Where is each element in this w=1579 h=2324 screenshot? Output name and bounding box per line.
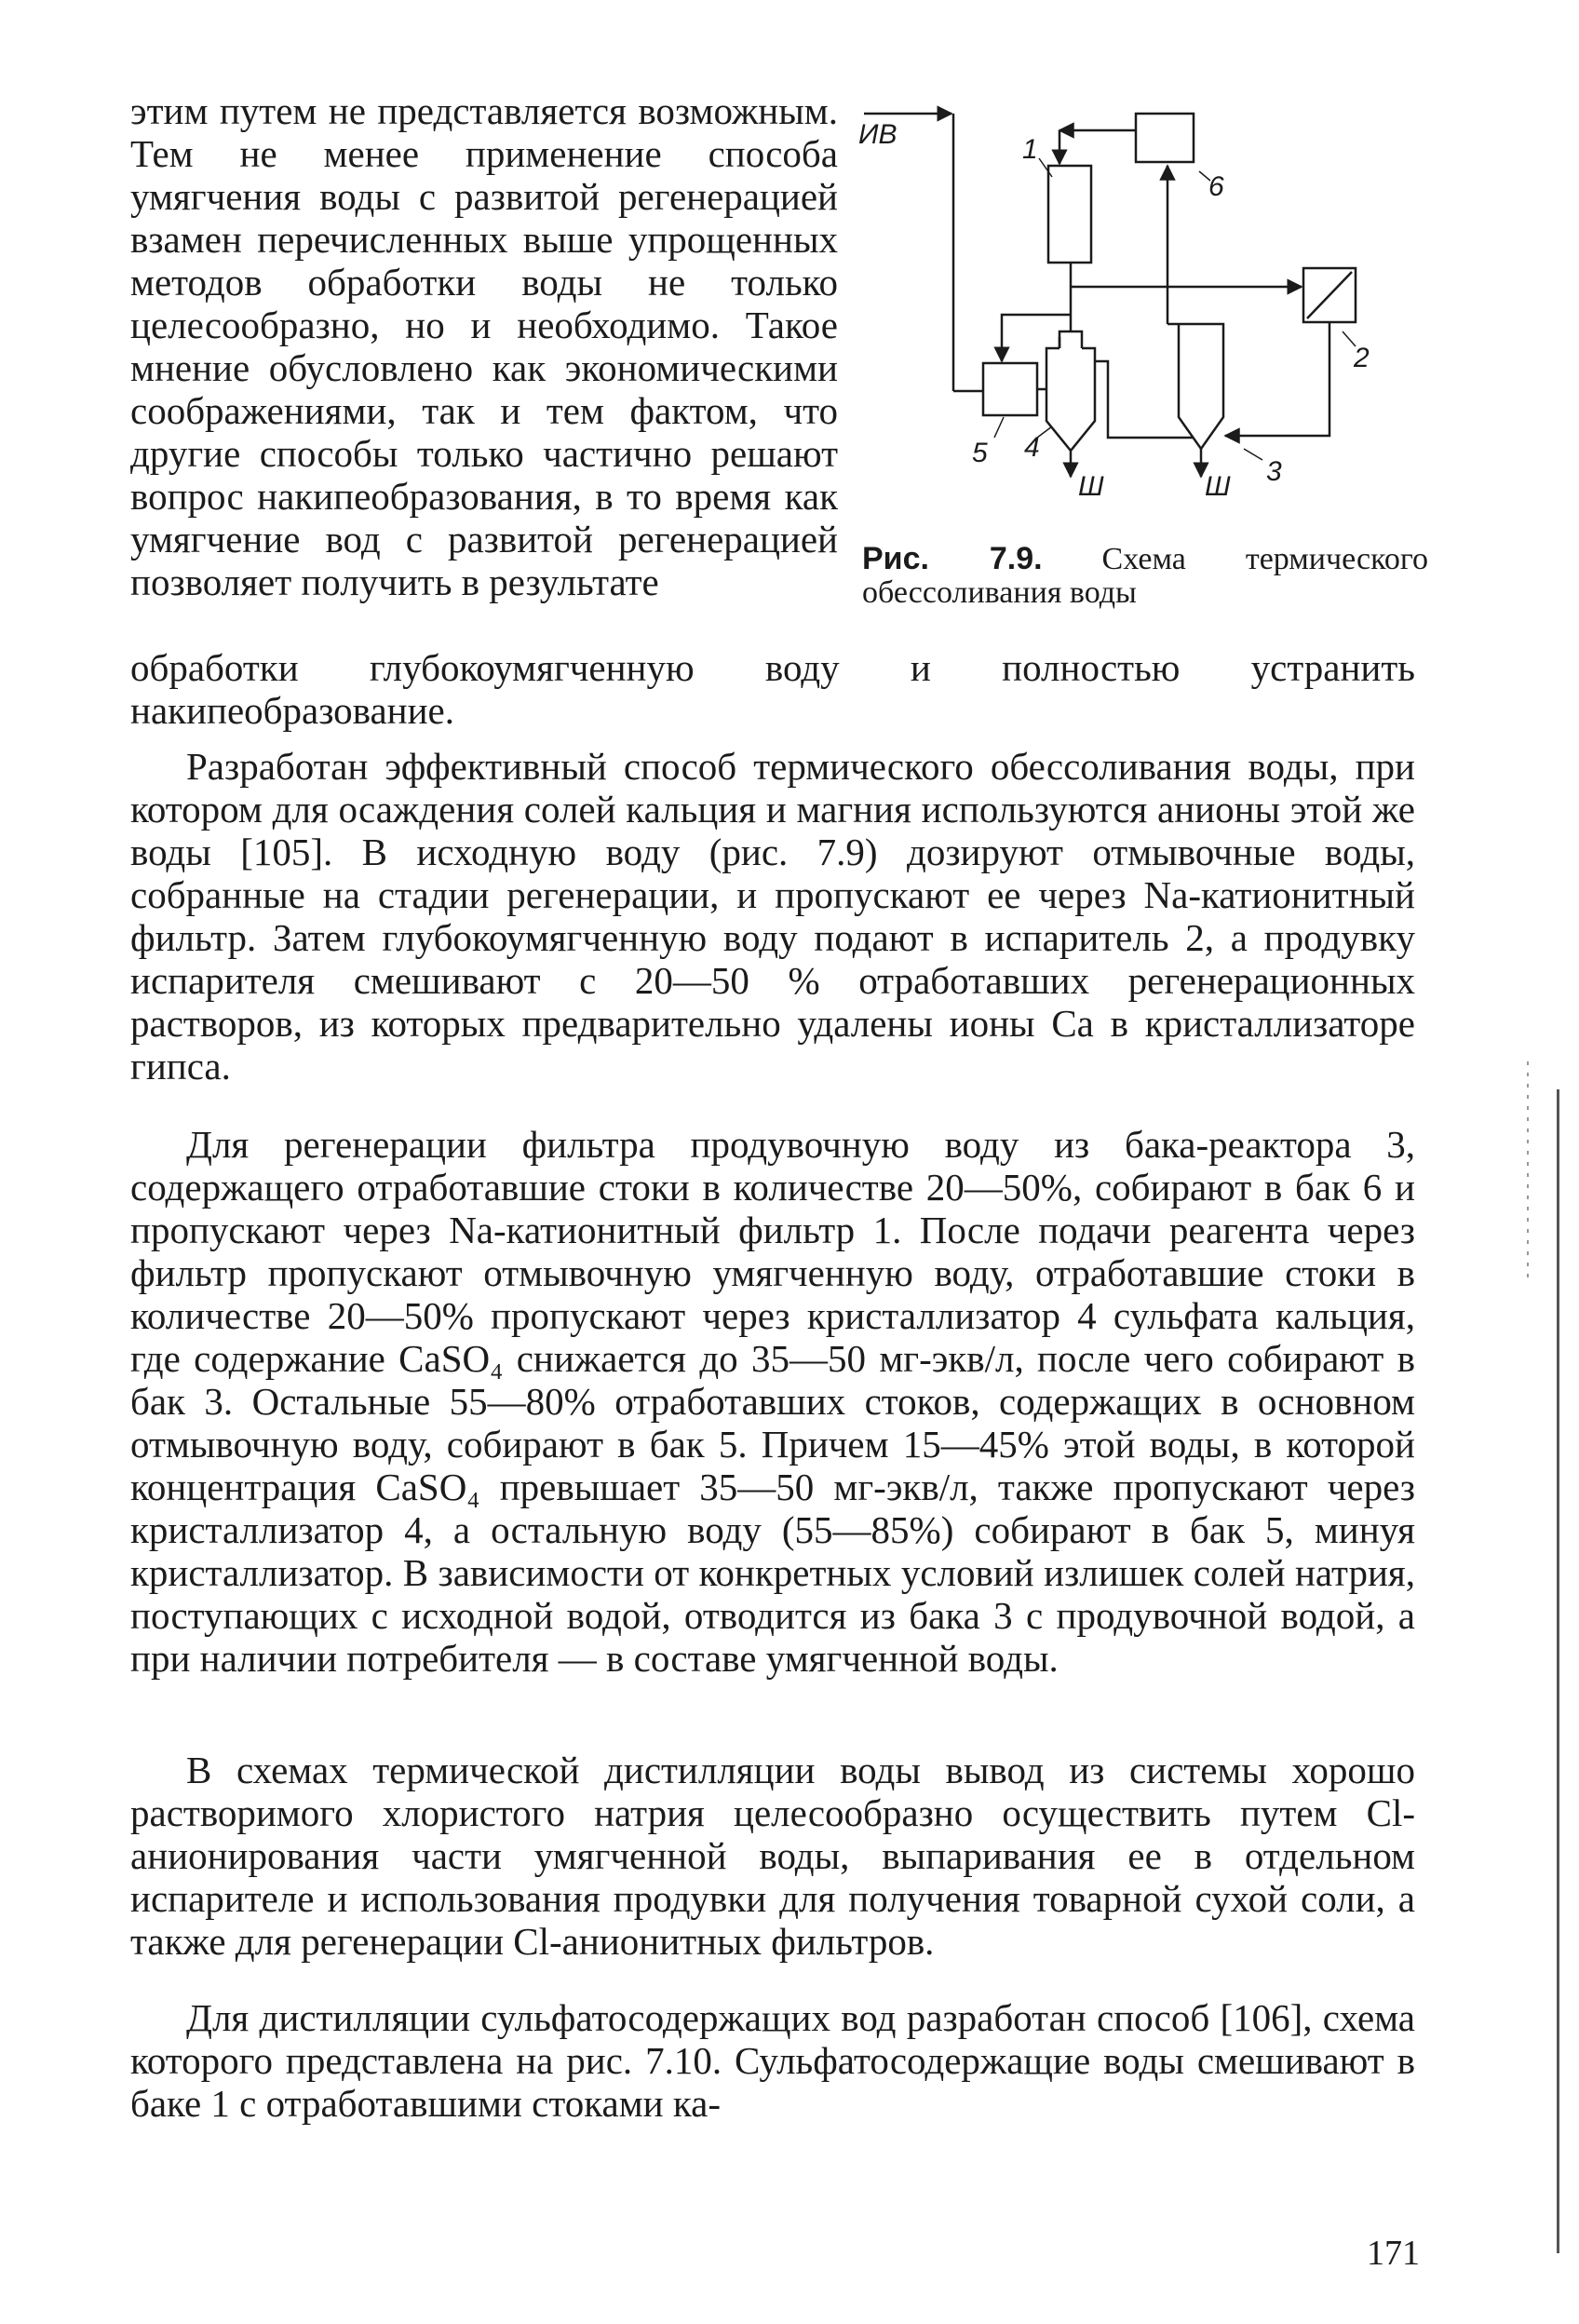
- label-5: 5: [972, 438, 988, 468]
- intro-text: этим путем не представляется возможным. Тем не менее применение способа умягчения воды с развитой регенерацией взамен перечисленных выше упрощенных методов обработки воды не только целесообразно, но и необходимо. Такое мнение обусловлено как экономическими соображениями, так и тем фактом, что другие способы только частично решают вопрос накипеобразования, в то время как умягчение вод с развитой регенерацией позволяет получить в результате: [130, 89, 838, 603]
- figure-7-9-diagram: [855, 91, 1432, 585]
- paragraph-5-block: [130, 1996, 1415, 2125]
- reactor-3: [1167, 324, 1223, 449]
- paragraph-5: Для дистилляции сульфатосодержащих вод разработан способ [106], схема которого представлена на рис. 7.10. Сульфатосодержащие воды смешивают в баке 1 с отработавшими стоками ка-: [130, 1996, 1415, 2125]
- tank-6: [1136, 114, 1194, 162]
- paragraph-2-block: [130, 745, 1415, 1088]
- label-1: 1: [1022, 134, 1038, 165]
- paragraph-4: В схемах термической дистилляции воды вывод из системы хорошо растворимого хлористого натрия целесообразно осуществить путем Cl-анионирования части умягченной воды, выпаривания ее в отдельном испарителе и использования продувки для получения товарной сухой соли, а также для регенерации Cl-анионитных фильтров.: [130, 1749, 1415, 1963]
- label-6: 6: [1208, 171, 1224, 202]
- label1-leader: [1039, 158, 1052, 177]
- figure-caption-text: Схема термического обессоливания воды: [862, 542, 1428, 610]
- label3-leader: [1244, 449, 1262, 460]
- margin-dots: [1527, 1061, 1529, 1285]
- label-sludge-right: Ш: [1205, 471, 1231, 502]
- crystallizer-4: [1046, 331, 1095, 451]
- figure-number: Рис. 7.9.: [862, 541, 1043, 576]
- paragraph-2: Разработан эффективный способ термического обессоливания воды, при котором для осаждения солей кальция и магния используются анионы этой же воды [105]. В исходную воду (рис. 7.9) дозируют отмывочные воды, собранные на стадии регенерации, и пропускают ее через Na-катионитный фильтр. Затем глубокоумягченную воду подают в испаритель 2, а продувку испарителя смешивают с 20—50 % отработавших регенерационных растворов, из которых предварительно удалены ионы Са в кристаллизаторе гипса.: [130, 745, 1415, 1088]
- filter-1: [1048, 166, 1091, 263]
- label5-leader: [994, 417, 1004, 438]
- intro-column: [130, 89, 838, 603]
- figure-caption: [862, 542, 1428, 610]
- label-2: 2: [1354, 343, 1370, 373]
- label-inlet: ИВ: [858, 119, 897, 150]
- evaporator2-to-reactor3: [1225, 322, 1329, 436]
- label-4: 4: [1024, 432, 1040, 463]
- label-3: 3: [1266, 456, 1282, 487]
- intro-continuation: обработки глубокоумягченную воду и полностью устранить накипеобразование.: [130, 646, 1415, 732]
- label-sludge-left: Ш: [1078, 471, 1104, 502]
- margin-rule: [1557, 1089, 1559, 2253]
- evaporator-2-diagonal: [1307, 272, 1352, 318]
- page-number: 171: [1367, 2234, 1420, 2273]
- body-full-width: [130, 646, 1415, 732]
- tank-5: [983, 363, 1037, 415]
- paragraph-3-block: [130, 1123, 1415, 1680]
- paragraph-4-block: [130, 1749, 1415, 1963]
- paragraph-3: Для регенерации фильтра продувочную воду из бака-реактора 3, содержащего отработавшие стоки в количестве 20—50%, собирают в бак 6 и пропускают через Na-катионитный фильтр 1. После подачи реагента через фильтр пропускают отмывочную умягченную воду, отработавшие стоки в количестве 20—50% пропускают через кристаллизатор 4 сульфата кальция, где содержание CaSO₄ снижается до 35—50 мг-экв/л, после чего собирают в бак 3. Остальные 55—80% отработавших стоков, содержащих в основном отмывочную воду, собирают в бак 5. Причем 15—45% этой воды, в которой концентрация CaSO₄ превышает 35—50 мг-экв/л, также пропускают через кристаллизатор 4, а остальную воду (55—85%) собирают в бак 5, минуя кристаллизатор. В зависимости от конкретных условий излишек солей натрия, поступающих с исходной водой, отводится из бака 3 с продувочной водой, а при наличии потребителя — в составе умягченной воды.: [130, 1123, 1415, 1680]
